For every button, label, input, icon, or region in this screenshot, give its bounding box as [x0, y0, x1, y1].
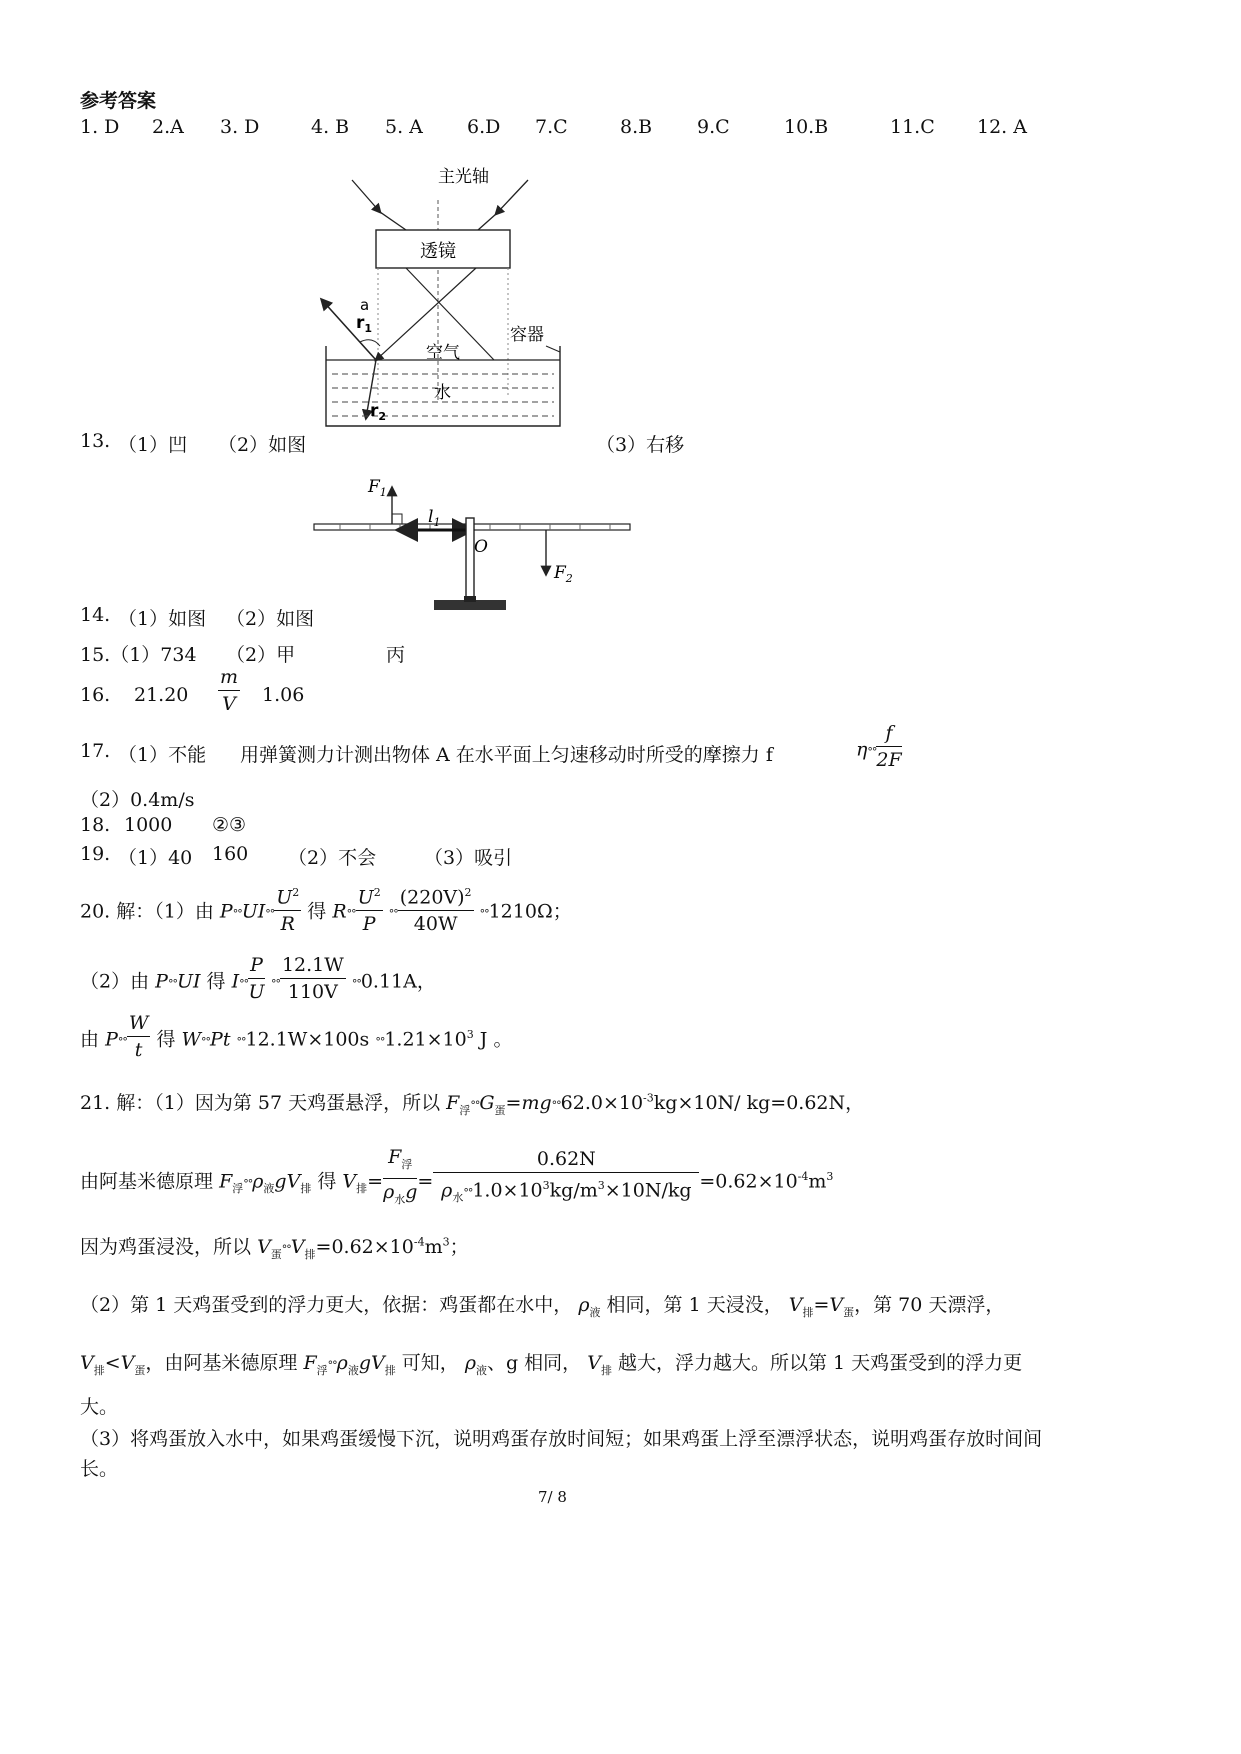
- mc-answer: 8.B: [620, 116, 653, 138]
- q21-line5: $V_排<V_蛋$，由阿基米德原理 $F_浮^\circ^\circ\rho_液gV_排$ 可知， $\rho_液$、g 相同， $V_排$ 越大，浮力越大。所以第 1 天鸡蛋受到的浮力更: [80, 1352, 1023, 1377]
- q20-line1: 20. 解：（1）由 P°°UI°° $\frac{U^2}{R}$ 得 R°° $\frac{U^2}{P}$ °° $\frac{(220V)^2}{40W}$ °°1210Ω；: [80, 884, 572, 941]
- q19-part3: （3）吸引: [424, 847, 513, 869]
- q13-part1: （1）凹: [118, 434, 188, 456]
- q19-number: 19.: [80, 843, 111, 865]
- q16-numerator: m: [218, 664, 240, 691]
- page-heading: 参考答案: [80, 90, 157, 112]
- mc-answer: 10.B: [784, 116, 829, 138]
- q17-denominator: 2F: [876, 749, 902, 771]
- ray-a-label: a: [360, 296, 370, 314]
- mc-answer: 12. A: [977, 116, 1027, 138]
- q17-part1: （1）不能: [118, 744, 207, 766]
- q14-number: 14.: [80, 604, 111, 626]
- mc-answer: 2.A: [152, 116, 184, 138]
- q13-part2: （2）如图: [218, 434, 307, 456]
- q21-line3: 因为鸡蛋浸没，所以 $V_蛋^\circ^\circ V_排=0.62\times 10^{-4}m^3$；: [80, 1235, 469, 1261]
- q17-part2: （2）0.4m/s: [80, 789, 195, 811]
- q18-value1: 1000: [124, 814, 173, 836]
- mc-answer: 5. A: [385, 116, 423, 138]
- q18-value2: ②③: [212, 814, 247, 836]
- page-number: 7/ 8: [538, 1488, 567, 1506]
- mc-answer: 3. D: [220, 116, 260, 138]
- axis-label: 主光轴: [438, 167, 489, 187]
- q19-part1: （1）40: [118, 847, 193, 869]
- f1-label: $F_1$: [368, 477, 387, 499]
- mc-answer: 6.D: [467, 116, 501, 138]
- q21-line6: 大。: [80, 1396, 119, 1418]
- lens-diagram: [310, 160, 580, 430]
- q15-part3: 丙: [386, 644, 406, 666]
- q17-method: 用弹簧测力计测出物体 A 在水平面上匀速移动时所受的摩擦力 f: [240, 744, 773, 766]
- q14-part2: （2）如图: [226, 608, 315, 630]
- q15-part2: （2）甲: [226, 644, 296, 666]
- q13-number: 13.: [80, 430, 111, 452]
- q21-line2: 由阿基米德原理 $F_浮^\circ^\circ\rho_液gV_排$ 得 $V_排=$ $\frac{F_浮}{\rho_水g}$ = $\frac{0.62N}{\rho_水^\circ^\circ 1.0\times 10^3kg/m^3\times 10N/kg}$ $=0.62\times 10^{-4}m^3$: [80, 1146, 834, 1206]
- q17-number: 17.: [80, 740, 111, 762]
- q21-line1: 21. 解：（1）因为第 57 天鸡蛋悬浮，所以 $F_浮^\circ^\circ G_蛋=mg^\circ^\circ 62.0\times 10^{-3}kg\times 10N/$ kg=0.62N，: [80, 1091, 865, 1117]
- q18-number: 18.: [80, 814, 111, 836]
- container-label: 容器: [510, 325, 544, 345]
- r1-label: $r_1$: [356, 313, 373, 335]
- air-label: 空气: [426, 343, 460, 363]
- mc-answer: 4. B: [311, 116, 350, 138]
- q21-line8: 长。: [80, 1458, 119, 1480]
- lever-diagram: [310, 470, 640, 620]
- q16-value1: 21.20: [134, 684, 189, 706]
- mc-answer: 11.C: [890, 116, 935, 138]
- q20-line2: （2）由 P°°UI 得 I°° $\frac{P}{U}$ °° $\frac{12.1W}{110V}$ °°0.11A，: [80, 954, 436, 1003]
- q14-part1: （1）如图: [118, 608, 207, 630]
- q21-line4: （2）第 1 天鸡蛋受到的浮力更大，依据：鸡蛋都在水中， $\rho_液$ 相同，第 1 天浸没， $V_排=V_蛋$，第 70 天漂浮，: [80, 1294, 1005, 1319]
- r2-label: $r_2$: [370, 401, 387, 423]
- mc-answers: [0, 116, 1241, 142]
- mc-answer: 9.C: [697, 116, 730, 138]
- eta-symbol: η: [856, 738, 868, 761]
- q19-part2: （2）不会: [288, 847, 377, 869]
- q16-fraction: [218, 668, 240, 721]
- q16-denominator: V: [222, 693, 236, 715]
- q17-efficiency: η°° $\frac{f}{2F}$: [856, 722, 902, 771]
- mc-answer: 1. D: [80, 116, 120, 138]
- q16-number: 16.: [80, 684, 111, 706]
- mc-answer: 7.C: [535, 116, 568, 138]
- pivot-o-label: O: [474, 537, 488, 557]
- q16-value2: 1.06: [262, 684, 305, 706]
- q17-numerator: f: [876, 720, 901, 747]
- q13-part3: （3）右移: [596, 434, 685, 456]
- f2-label: $F_2$: [554, 563, 573, 585]
- q20-line3: 由 P°° $\frac{W}{t}$ 得 W°°Pt °°12.1W×100s $^\circ^\circ 1.21\times 10^3$ J 。: [80, 1012, 513, 1061]
- q19-part1b: 160: [212, 843, 249, 865]
- lens-label: 透镜: [420, 241, 456, 262]
- water-label: 水: [434, 383, 451, 403]
- l1-label: $l_1$: [428, 507, 441, 529]
- q15-part1: 15.（1）734: [80, 644, 197, 666]
- q21-line7: （3）将鸡蛋放入水中，如果鸡蛋缓慢下沉，说明鸡蛋存放时间短；如果鸡蛋上浮至漂浮状态，说明鸡蛋存放时间间: [80, 1428, 1043, 1450]
